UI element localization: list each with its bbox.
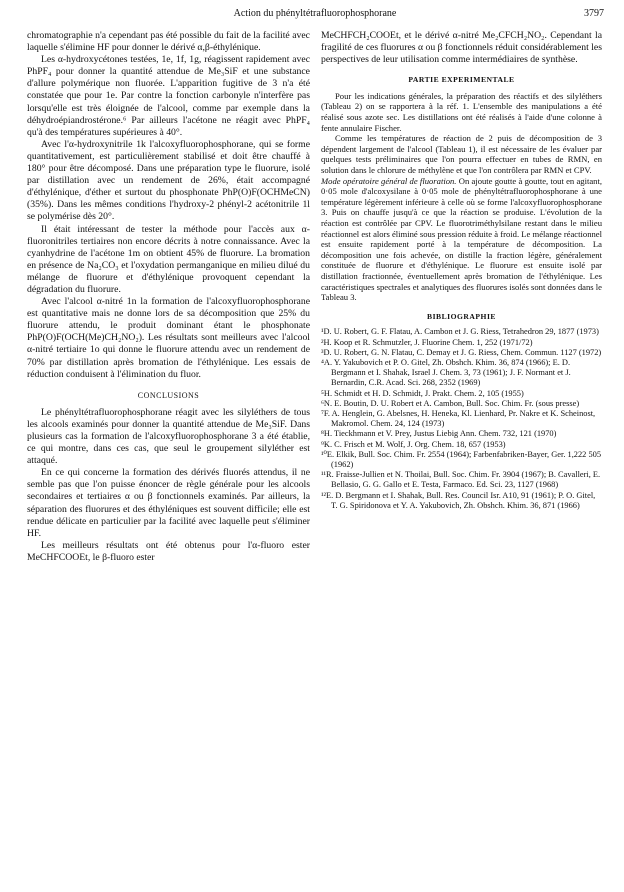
bibliography-heading: BIBLIOGRAPHIE bbox=[427, 311, 496, 321]
reference-item: ¹⁰E. Elkik, Bull. Soc. Chim. Fr. 2554 (1964); Farbenfabriken-Bayer, Ger. 1,222 505 (1962) bbox=[321, 449, 602, 469]
continued-paragraph: MeCHFCH₂COOEt, et le dérivé α-nitré Me₂CFCH₂NO₂. Cependant la fragilité de ces fluorures α ou β fonctionnels réduit considérablement les perspectives de leur utilisation comme intermédiaires de synthèse. bbox=[321, 30, 602, 66]
reference-item: ⁴A. Y. Yakubovich et P. O. Gitel, Zh. Obshch. Khim. 36, 874 (1966); E. D. Bergmann et I. Shahak, Israel J. Chem. 3, 73 (1961); J. F. Normant et J. Bernardin, C.R. Acad. Sci. 268, 2352 (1969) bbox=[321, 357, 571, 388]
body-paragraph: Avec l'alcool α-nitré 1n la formation de l'alcoxyfluorophosphorane est quantitative mais ne donne lors de sa décomposition que 25% du fluorure attendu, le produit dominant étant le phosphonate PhP(O)F(OCH(Me)CH₂NO₂). Les résultats sont meilleurs avec l'alcool α-nitré tertiaire 1o qui donne le fluorure attendu avec un rendement de 70% par distillation après bromation de l'éthylénique. Les essais de réduction conduisent à l'élimination du fluor. bbox=[27, 296, 310, 380]
body-paragraph: Les α-hydroxycétones testées, 1e, 1f, 1g, réagissent rapidement avec PhPF₄ pour donner la quantité attendue de Me₃SiF et une substance d'allure polymérique non fluorée. L'apparition fugitive de 3 n'a été constatée que pour 1e. Par contre la fonction carbonyle n'interfère pas lorsqu'elle est très éloignée de l'alcool, comme par exemple dans la déhydroépiandrostérone.⁶ Par ailleurs l'acétone ne réagit avec PhPF₄ qu'à des températures supérieures à 40°. bbox=[27, 54, 310, 138]
conclusions-paragraph: Le phényltétrafluorophosphorane réagit avec les silyléthers de tous les alcools examinés pour donner la quantité attendue de Me₃SiF. Dans plusieurs cas la formation de l'alcoxyfluorophosphorane 3 a été établie, ce qui montre, dans ces cas, que seul le groupement silyléther est attaqué. bbox=[27, 406, 310, 467]
conclusions-heading: CONCLUSIONS bbox=[137, 390, 200, 400]
conclusions-paragraph: Les meilleurs résultats ont été obtenus pour l'α-fluoro ester MeCHFCOOEt, le β-fluoro ester bbox=[27, 539, 310, 563]
reference-item: ²H. Koop et R. Schmutzler, J. Fluorine Chem. 1, 252 (1971/72) bbox=[321, 337, 533, 347]
experimental-heading: PARTIE EXPERIMENTALE bbox=[408, 75, 515, 85]
body-paragraph: Il était intéressant de tester la méthode pour l'accès aux α-fluoronitriles tertiaires non encore décrits à notre connaissance. Avec la cyanhydrine de l'acétone 1m on obtient 45% de fluorure. La bromation en présence de Na₂CO₃ et l'oxydation permanganique en milieu dilué du mélange de fluorure et d'éthylénique provoquent cependant la dégradation du fluorure. bbox=[27, 223, 310, 295]
page-header bbox=[26, 8, 604, 22]
left-column bbox=[27, 30, 310, 564]
body-paragraph: chromatographie n'a cependant pas été possible du fait de la facilité avec laquelle s'élimine HF pour donner le dérivé α,β-éthylénique. bbox=[27, 30, 310, 54]
page-number: 3797 bbox=[584, 8, 604, 19]
conclusions-paragraph: En ce qui concerne la formation des dérivés fluorés attendus, il ne semble pas que l'on puisse énoncer de règle générale pour les alcools secondaires et tertiaires α ou β fonctionnels examinés. Par ailleurs, la séparation des fluorures et des éthyléniques est souvent difficile; elle est rendue délicate en particulier par la facilité avec laquelle peut s'éliminer HF. bbox=[27, 467, 310, 539]
experimental-paragraph: Pour les indications générales, la préparation des réactifs et des silyléthers (Tableau 2) on se rapportera à la réf. 1. L'ensemble des manipulations a été réalisé sous azote sec. Les distillations ont été réalisés à l'aide d'une colonne à fente annulaire Fischer. bbox=[321, 90, 602, 133]
reference-item: ⁹K. C. Frisch et M. Wolf, J. Org. Chem. 18, 657 (1953) bbox=[321, 439, 506, 449]
reference-item: ¹²E. D. Bergmann et I. Shahak, Bull. Res. Council Isr. A10, 91 (1961); P. O. Gitel, T. G. Spiridonova et Y. A. Yakubovich, Zh. Obshch. Khim. 36, 871 (1966) bbox=[321, 490, 596, 510]
running-title: Action du phényltétrafluorophosphorane bbox=[233, 8, 397, 19]
operating-mode-paragraph bbox=[321, 176, 602, 303]
reference-item: ⁵H. Schmidt et H. D. Schmidt, J. Prakt. Chem. 2, 105 (1955) bbox=[321, 388, 524, 398]
reference-item: ⁸H. Tieckhmann et V. Prey, Justus Liebig Ann. Chem. 732, 121 (1970) bbox=[321, 429, 557, 439]
experimental-paragraph: Comme les températures de réaction de 2 puis de décomposition de 3 dépendent largement de l'alcool (Tableau 1), il est nécessaire de les évaluer par quelques tests préliminaires que l'on pourra effectuer en tubes de RMN, en solution dans le chlorure de méthylène et que l'on contrôlera par RMN et CPV. bbox=[321, 133, 602, 176]
right-column bbox=[321, 30, 602, 511]
reference-item: ⁶N. E. Boutin, D. U. Robert et A. Cambon, Bull. Soc. Chim. Fr. (sous presse) bbox=[321, 398, 580, 408]
reference-list bbox=[321, 327, 602, 511]
operating-mode-text: On ajoute goutte à goutte, tout en agitant, 0·05 mole d'alcoxysilane à 0·05 mole de phényltétrafluorophosphorane à une température légèrement inférieure à celle où se forme l'alcoxyfluorophosphorane 3. Puis on chauffe jusqu'à ce que la réaction se produise. L'évolution de la réaction est contrôlée par CPV. Le fluorotriméthylsilane restant dans le milieu réactionnel est alors éliminé sous pression réduite à froid. Le mélange réactionnel est ensuite rapidement porté à la température de décomposition. La décomposition une fois achevée, on distille la fraction légère, généralement constituée de fluorure et d'éthylénique. Le fluorure est ensuite isolé par distillation fractionnée, éventuellement après bromation de l'éthylénique. Les caractéristiques spectrales et analytiques des fluorures isolés sont données dans le Tableau 3. bbox=[321, 175, 602, 303]
body-paragraph: Avec l'α-hydroxynitrile 1k l'alcoxyfluorophosphorane, qui se forme quantitativement, est particulièrement stabilisé et doit être chauffé à 180° pour être décomposé. Dans une préparation type le fluorure, isolé par distillation avec un rendement de 26%, était accompagné d'éthylénique, d'éther et surtout du phosphonate PhP(O)F(OCHMeCN) (35%). Dans les mêmes conditions l'hydroxy-2 phényl-2 acétonitrile 1l se polymérise dès 20°. bbox=[27, 138, 310, 223]
reference-item: ⁷F. A. Henglein, G. Abelsnes, H. Heneka, Kl. Lienhard, Pr. Nakre et K. Scheinost, Makromol. Chem. 24, 124 (1973) bbox=[321, 408, 596, 429]
reference-item: ³D. U. Robert, G. N. Flatau, C. Demay et J. G. Riess, Chem. Commun. 1127 (1972) bbox=[321, 347, 602, 357]
reference-item: ¹¹R. Fraisse-Jullien et N. Thoilai, Bull. Soc. Chim. Fr. 3904 (1967); B. Cavalleri, E. Bellasio, G. G. Gallo et E. Testa, Farmaco. Ed. Sci. 23, 1127 (1968) bbox=[321, 470, 601, 490]
reference-item: ¹D. U. Robert, G. F. Flatau, A. Cambon et J. G. Riess, Tetrahedron 29, 1877 (1973) bbox=[321, 327, 599, 337]
operating-mode-label: Mode opératoire général de fluoration. bbox=[321, 175, 457, 186]
